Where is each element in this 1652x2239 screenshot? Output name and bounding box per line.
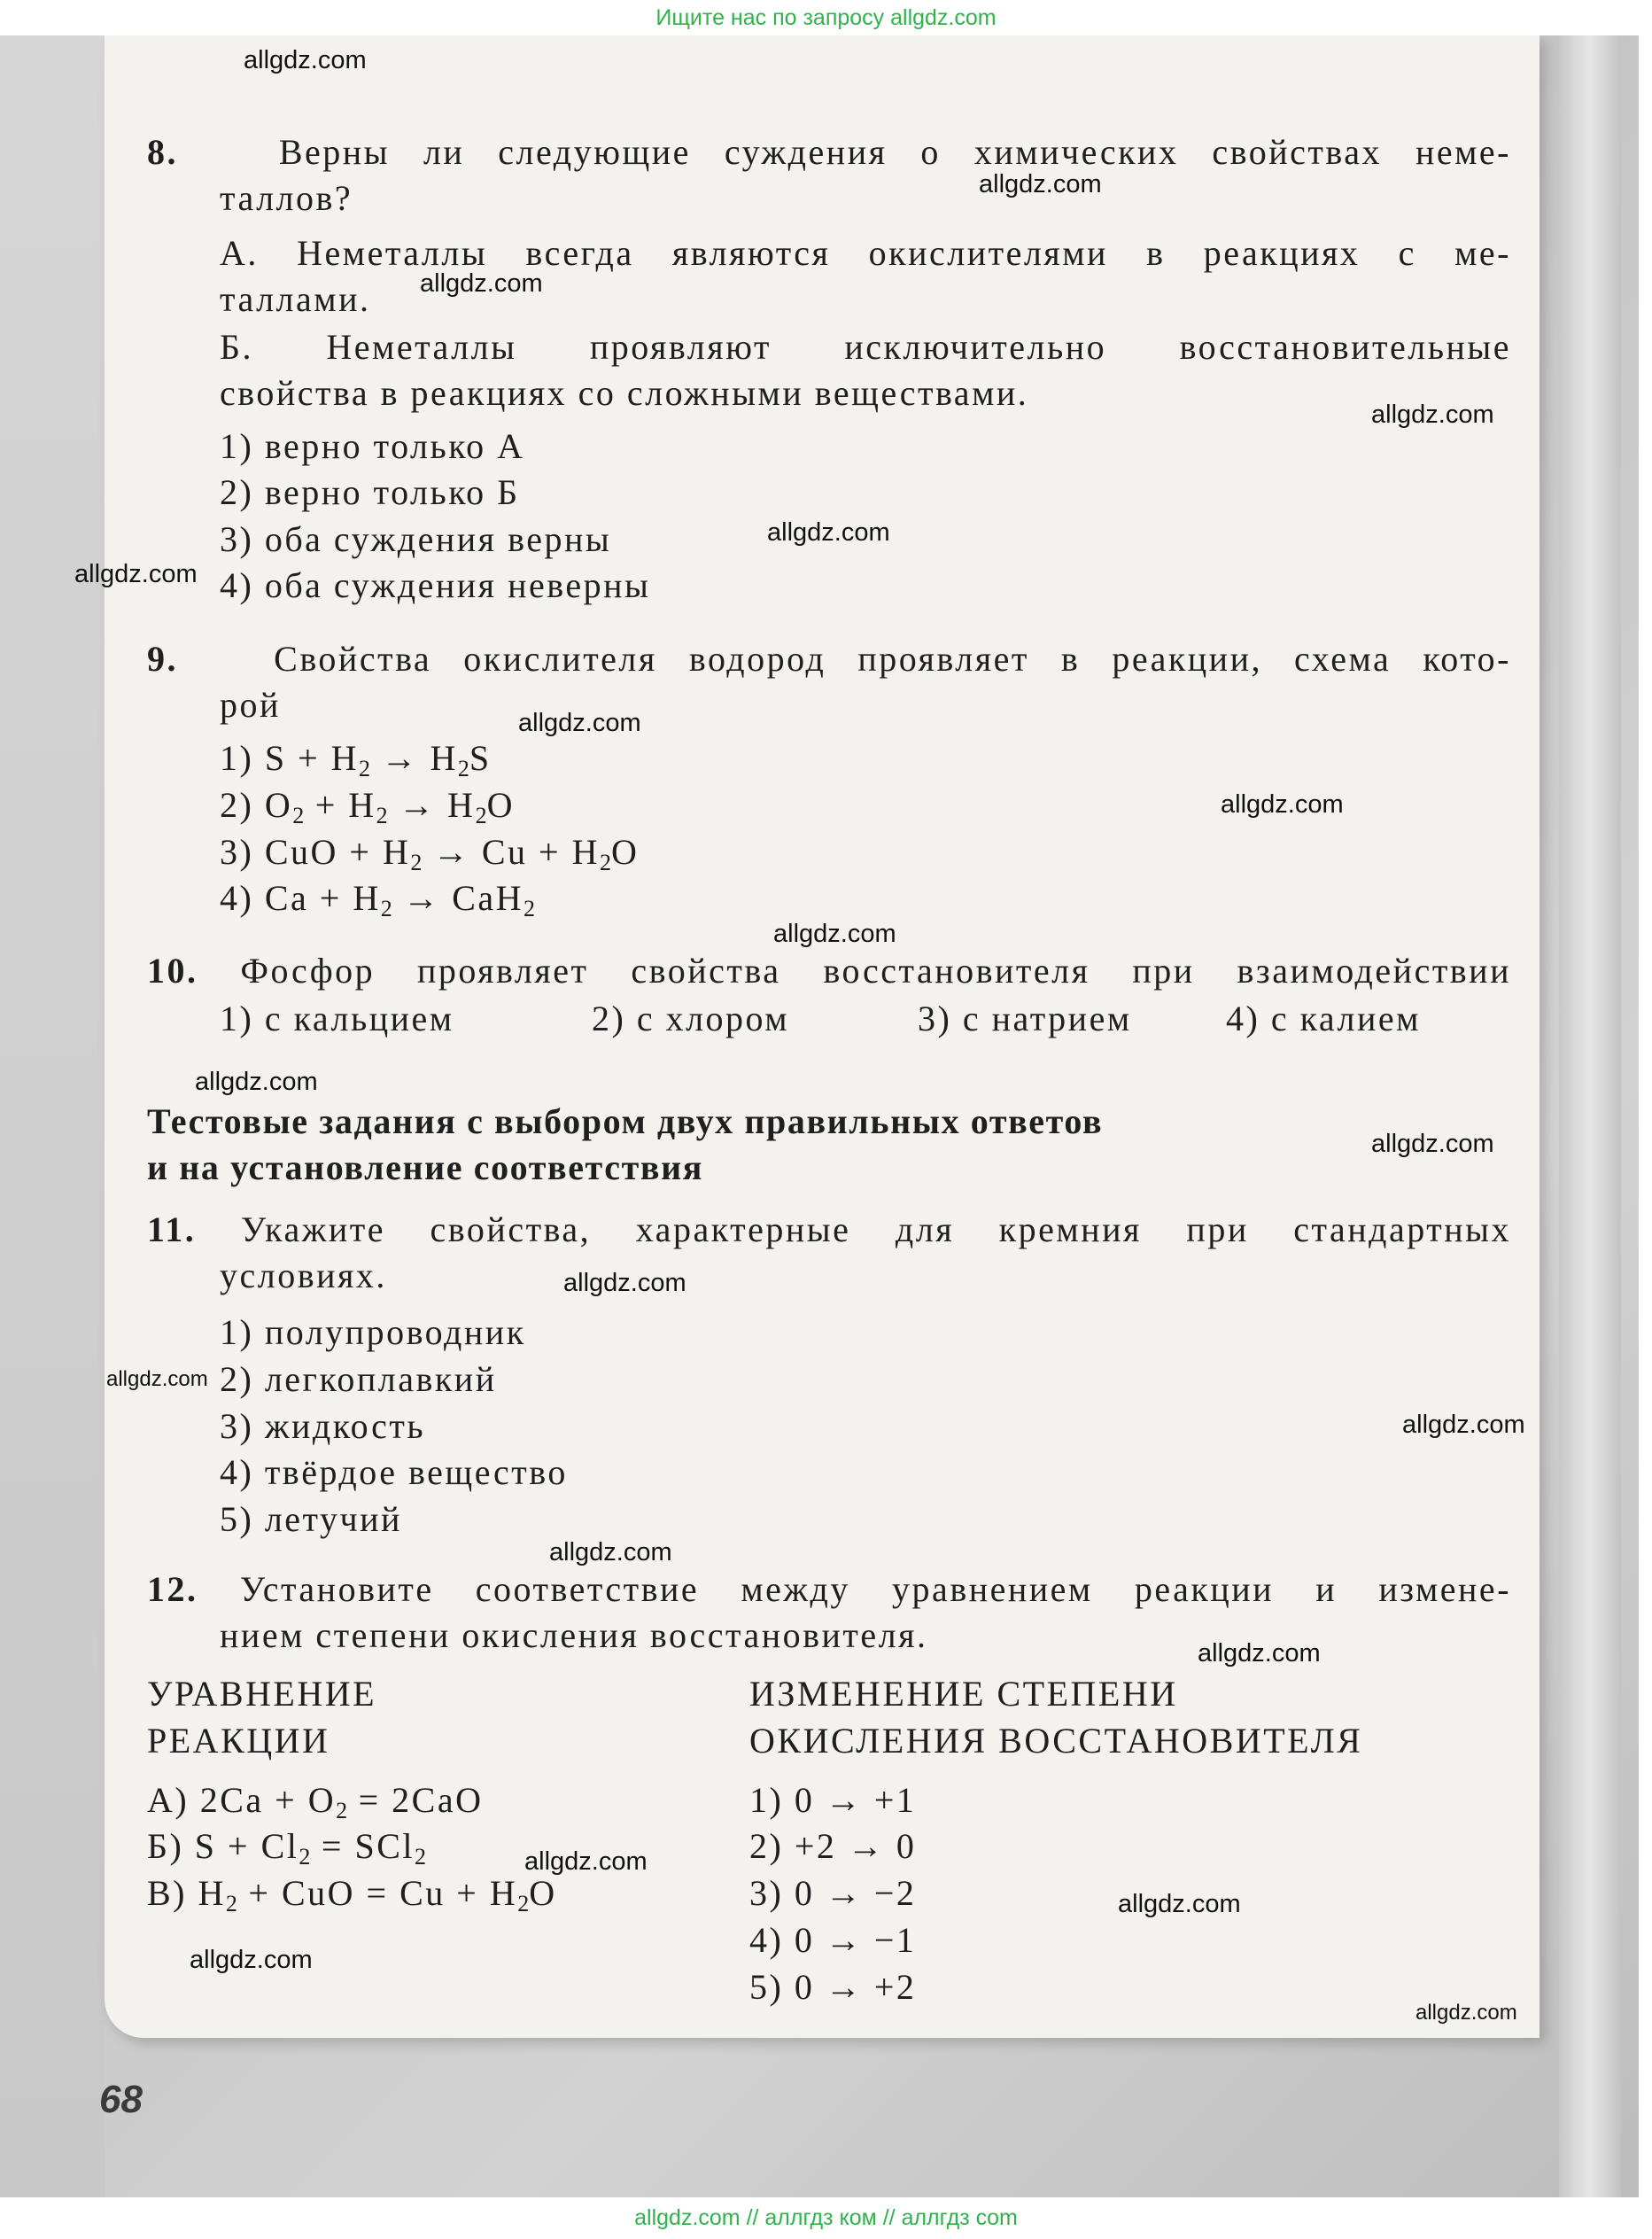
q10-option-4: 4) с калием (1226, 999, 1421, 1038)
q9-option-1: 1) $S + H_2 \to H_2S$ (220, 738, 492, 781)
section-heading-line1: Тестовые задания с выбором двух правильных ответов (147, 1101, 1104, 1141)
watermark: allgdz.com (195, 1068, 318, 1096)
q12-line1: 12. Установите соответствие между уравнением реакции и измене- (147, 1569, 1512, 1609)
watermark: allgdz.com (518, 709, 641, 737)
q12-line2: нием степени окисления восстановителя. (220, 1615, 928, 1655)
q11-option-2: 2) легкоплавкий (220, 1359, 497, 1399)
watermark: allgdz.com (1221, 790, 1344, 819)
page-number: 68 (99, 2078, 143, 2121)
bottom-banner[interactable]: allgdz.com // аллгдз ком // аллгдз com (0, 2197, 1652, 2239)
q9-line1: 9. Свойства окислителя водород проявляет в реакции, схема кото- (147, 639, 1512, 679)
q12-equation-c: В) $H_2$ + CuO = $Cu + H_2O$ (147, 1873, 557, 1916)
watermark: allgdz.com (106, 1367, 208, 1391)
q12-equation-a: А) $2Ca + O_2 = 2CaO$ (147, 1780, 484, 1823)
q12-change-5: 5) 0 → +2 (749, 1967, 917, 2007)
q10-option-3: 3) с натрием (918, 999, 1132, 1038)
q9-line2: рой (220, 685, 281, 725)
watermark: allgdz.com (1371, 1130, 1494, 1158)
watermark: allgdz.com (244, 46, 367, 74)
q12-change-3: 3) 0 → −2 (749, 1873, 917, 1913)
q12-right-heading-1: ИЗМЕНЕНИЕ СТЕПЕНИ (749, 1674, 1178, 1714)
watermark: allgdz.com (1198, 1639, 1321, 1668)
q8-option-2: 2) верно только Б (220, 472, 520, 512)
left-margin-shade (0, 35, 105, 2197)
q11-option-4: 4) твёрдое вещество (220, 1452, 568, 1492)
q8-statement-b2: свойства в реакциях со сложными веществами. (220, 373, 1029, 413)
q8-option-4: 4) оба суждения неверны (220, 565, 651, 605)
q8-option-3: 3) оба суждения верны (220, 519, 612, 559)
q9-option-4: 4) $Ca + H_2 \to CaH_2$ (220, 878, 536, 921)
page-edge (1559, 35, 1621, 2197)
q8-statement-b1: Б. Неметаллы проявляют исключительно восстановительные (220, 327, 1511, 367)
q8-option-1: 1) верно только А (220, 426, 525, 466)
watermark: allgdz.com (420, 269, 543, 298)
watermark: allgdz.com (1402, 1411, 1525, 1439)
q12-change-1: 1) 0 → +1 (749, 1780, 917, 1820)
watermark: allgdz.com (549, 1538, 672, 1567)
watermark: allgdz.com (979, 170, 1102, 198)
q8-line2: таллов? (220, 178, 353, 218)
q11-option-1: 1) полупроводник (220, 1312, 526, 1352)
q8-line1: 8. Верны ли следующие суждения о химических свойствах неме- (147, 132, 1511, 172)
q12-change-2: 2) +2 → 0 (749, 1826, 917, 1866)
watermark: allgdz.com (190, 1946, 313, 1974)
q12-equation-b: Б) $S + Cl_2 = SCl_2$ (147, 1826, 426, 1870)
q10-option-1: 1) с кальцием (220, 999, 454, 1038)
watermark: allgdz.com (524, 1847, 648, 1876)
q11-option-3: 3) жидкость (220, 1406, 426, 1446)
q8-statement-a2: таллами. (220, 279, 371, 319)
q12-right-heading-2: ОКИСЛЕНИЯ ВОССТАНОВИТЕЛЯ (749, 1721, 1363, 1761)
q8-statement-a1: А. Неметаллы всегда являются окислителями в реакциях с ме- (220, 233, 1511, 273)
watermark: allgdz.com (1118, 1890, 1241, 1918)
q11-line2: условиях. (220, 1256, 387, 1295)
q9-option-2: 2) $O_2 + H_2 \to H_2O$ (220, 785, 515, 828)
q12-change-4: 4) 0 → −1 (749, 1920, 917, 1960)
q11-option-5: 5) летучий (220, 1499, 402, 1539)
q12-left-heading-2: РЕАКЦИИ (147, 1721, 330, 1761)
q12-left-heading-1: УРАВНЕНИЕ (147, 1674, 377, 1714)
section-heading-line2: и на установление соответствия (147, 1147, 703, 1187)
watermark: allgdz.com (773, 920, 896, 948)
watermark: allgdz.com (1371, 400, 1494, 429)
top-banner[interactable]: Ищите нас по запросу allgdz.com (0, 0, 1652, 35)
q11-line1: 11. Укажите свойства, характерные для кремния при стандартных (147, 1209, 1511, 1249)
q10-option-2: 2) с хлором (592, 999, 790, 1038)
watermark: allgdz.com (74, 560, 198, 588)
watermark: allgdz.com (563, 1269, 686, 1297)
watermark: allgdz.com (1415, 2001, 1517, 2025)
watermark: allgdz.com (767, 518, 890, 547)
q9-option-3: 3) CuO + $H_2 \to Cu + H_2O$ (220, 832, 640, 875)
q10-text: 10. Фосфор проявляет свойства восстановителя при взаимодействии (147, 951, 1511, 991)
